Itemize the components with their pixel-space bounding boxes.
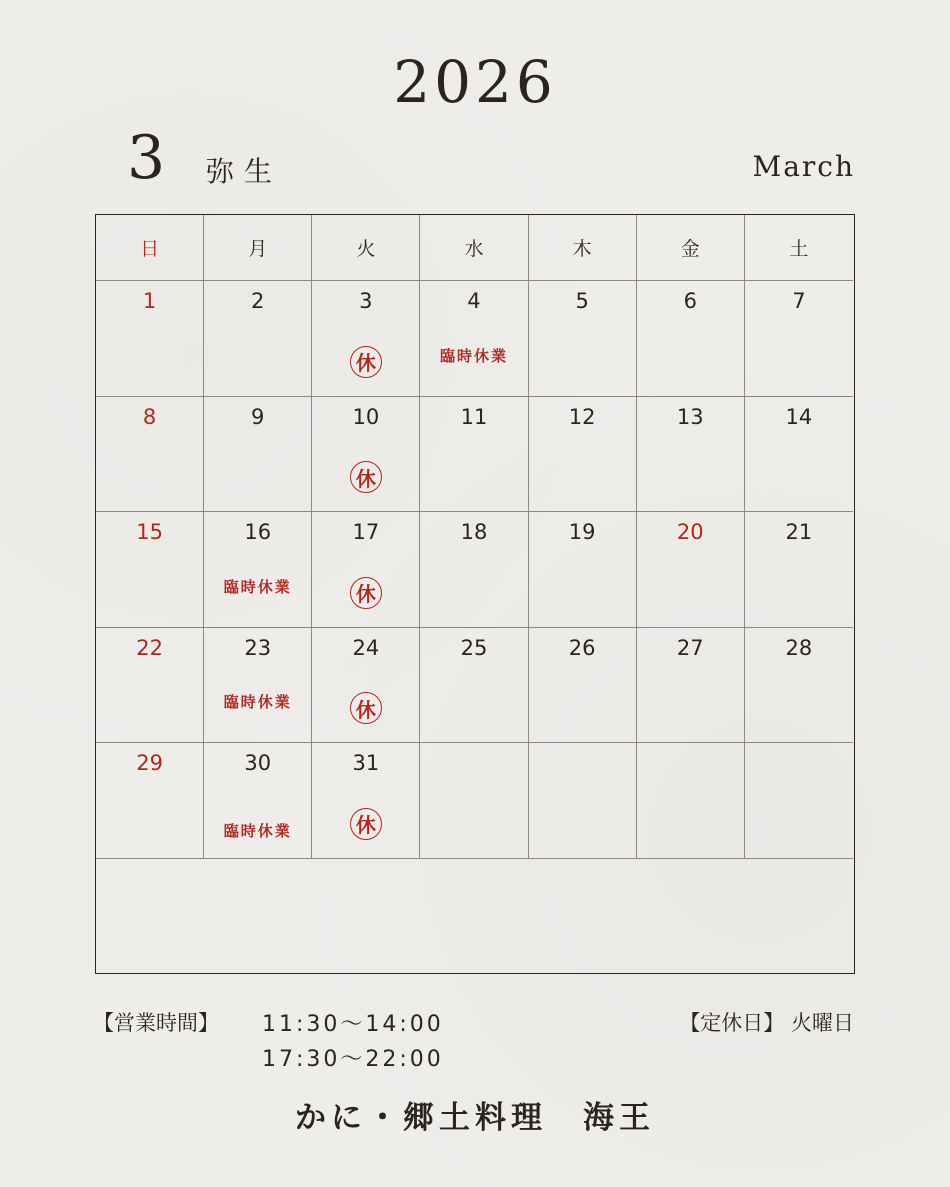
day-number: 27 (676, 635, 704, 660)
day-number: 24 (352, 635, 380, 660)
day-number: 28 (785, 635, 813, 660)
business-hours-dinner: 17:30〜22:00 (262, 1047, 444, 1072)
day-number: 29 (136, 751, 163, 775)
day-cell (96, 743, 204, 859)
month-japanese-name: 弥生 (206, 155, 283, 188)
shop-name: かに・郷土料理 海王 (295, 1100, 655, 1136)
weekday-header: 水 (420, 215, 528, 281)
weekday-header: 月 (204, 215, 312, 281)
business-hours-lunch: 11:30〜14:00 (262, 1012, 444, 1037)
temporary-closure-note: 臨時休業 (439, 347, 508, 365)
day-number: 13 (676, 404, 704, 429)
day-number: 16 (244, 520, 272, 544)
day-number: 12 (568, 404, 596, 429)
day-number: 14 (785, 404, 813, 429)
day-number: 6 (683, 289, 697, 313)
business-hours-label: 【営業時間】 (93, 1011, 219, 1035)
day-number: 7 (792, 289, 806, 313)
day-cell (312, 512, 420, 628)
day-cell (529, 743, 637, 859)
day-number: 25 (460, 635, 488, 660)
weekday-header: 日 (96, 215, 204, 281)
day-cell (204, 512, 312, 628)
day-number: 11 (460, 404, 488, 429)
day-cell (637, 628, 745, 744)
day-cell (637, 743, 745, 859)
day-cell (96, 512, 204, 628)
calendar-grid (96, 215, 853, 859)
month-number: 3 (127, 123, 166, 193)
day-cell (745, 512, 853, 628)
day-number: 22 (136, 635, 163, 660)
day-cell (96, 281, 204, 397)
day-number: 21 (785, 520, 813, 544)
month-english-name: March (752, 150, 855, 183)
closed-stamp-icon: 休 (350, 577, 382, 609)
day-number: 18 (460, 520, 488, 544)
closed-stamp-icon: 休 (350, 692, 382, 724)
calendar-table (95, 214, 855, 974)
day-number: 10 (352, 404, 380, 429)
weekday-header: 土 (745, 215, 853, 281)
day-cell (420, 512, 528, 628)
day-cell (204, 628, 312, 744)
day-cell (312, 628, 420, 744)
temporary-closure-note: 臨時休業 (223, 577, 292, 596)
day-cell (745, 743, 853, 859)
day-number: 26 (568, 635, 596, 660)
day-number: 19 (568, 520, 596, 544)
day-number: 30 (244, 751, 272, 775)
day-cell (745, 281, 853, 397)
day-cell (420, 397, 528, 513)
day-cell (420, 628, 528, 744)
day-cell (529, 512, 637, 628)
day-cell (96, 628, 204, 744)
day-cell (529, 281, 637, 397)
weekday-header: 木 (529, 215, 637, 281)
day-cell (312, 397, 420, 513)
day-cell (312, 281, 420, 397)
day-number: 23 (244, 635, 272, 660)
day-cell (637, 512, 745, 628)
day-number: 8 (142, 404, 157, 429)
day-number: 4 (467, 289, 481, 313)
temporary-closure-note: 臨時休業 (223, 693, 292, 711)
day-cell (637, 397, 745, 513)
day-cell (420, 743, 528, 859)
day-number: 15 (136, 520, 163, 544)
closed-stamp-icon: 休 (350, 808, 382, 840)
day-number: 3 (359, 289, 373, 313)
closed-stamp-icon: 休 (350, 346, 382, 378)
day-number: 20 (676, 520, 704, 544)
day-number: 31 (352, 751, 380, 775)
year-title: 2026 (393, 48, 557, 116)
weekday-header: 火 (312, 215, 420, 281)
day-cell (637, 281, 745, 397)
closed-stamp-icon: 休 (350, 461, 382, 493)
day-number: 17 (352, 520, 380, 544)
day-cell (204, 397, 312, 513)
day-number: 9 (251, 404, 265, 429)
day-cell (745, 397, 853, 513)
weekday-header: 金 (637, 215, 745, 281)
day-cell (96, 397, 204, 513)
day-number: 5 (575, 289, 589, 313)
day-number: 2 (251, 289, 265, 313)
day-cell (204, 743, 312, 859)
day-cell (204, 281, 312, 397)
day-cell (745, 628, 853, 744)
temporary-closure-note: 臨時休業 (223, 821, 292, 840)
day-cell (529, 628, 637, 744)
day-cell (312, 743, 420, 859)
day-cell (529, 397, 637, 513)
regular-holiday: 【定休日】 火曜日 (679, 1011, 854, 1035)
day-cell (420, 281, 528, 397)
day-number: 1 (142, 289, 157, 313)
